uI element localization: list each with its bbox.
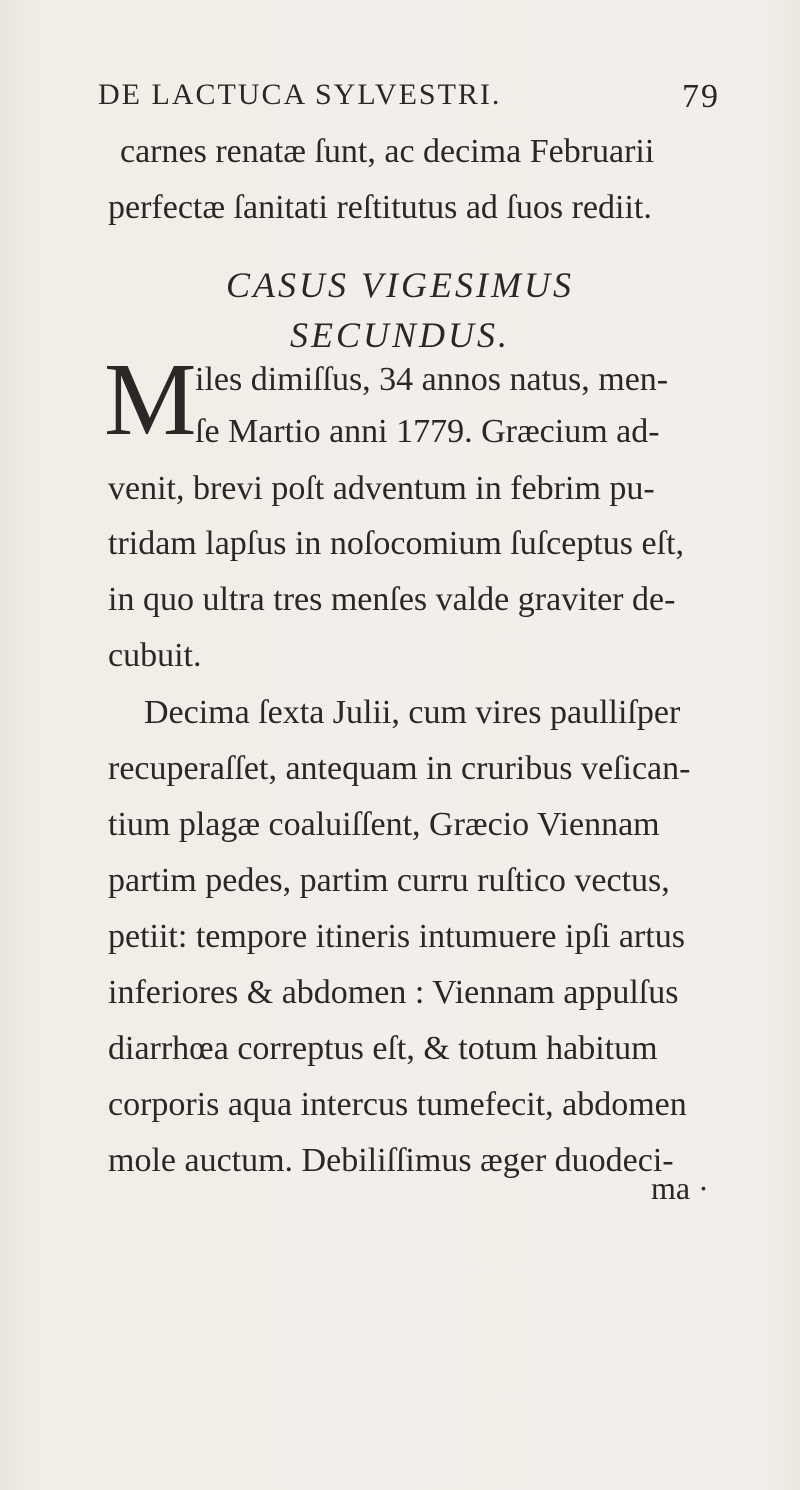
running-header [98,78,720,124]
page-number: 79 [682,78,720,115]
text-line: ſe Martio anni 1779. Græcium ad- [195,413,660,450]
text-line: petiit: tempore itineris intumuere ipſi artus [108,918,685,955]
text-line: tridam lapſus in noſocomium ſuſceptus eſt, [108,525,685,562]
drop-cap: M [104,342,197,457]
case-heading-line-2: SECUNDUS. [289,315,510,355]
text-line: carnes renatæ ſunt, ac decima Februarii [120,133,655,170]
text-line: diarrhœa correptus eſt, & totum habitum [108,1030,658,1067]
text-line: inferiores & abdomen : Viennam appulſus [108,974,679,1011]
text-line: venit, brevi poſt adventum in febrim pu- [108,470,655,507]
text-line: Decima ſexta Julii, cum vires paulliſper [144,694,681,731]
text-line: iles dimiſſus, 34 annos natus, men- [195,361,669,398]
text-line: recuperaſſet, antequam in cruribus veſican- [108,750,691,787]
text-line: cubuit. [108,637,202,674]
text-line: mole auctum. Debiliſſimus æger duodeci- [108,1142,674,1179]
text-line: tium plagæ coaluiſſent, Græcio Viennam [108,806,660,843]
text-line: corporis aqua intercus tumefecit, abdomen [108,1086,687,1123]
running-title: DE LACTUCA SYLVESTRI. [98,78,502,111]
text-line: perfectæ ſanitati reſtitutus ad ſuos rediit. [108,189,652,226]
text-line: partim pedes, partim curru ruſtico vectus, [108,862,670,899]
case-heading-line-1: CASUS VIGESIMUS [226,265,574,305]
text-line: in quo ultra tres menſes valde graviter de- [108,581,676,618]
catchword: ma · [651,1170,709,1206]
